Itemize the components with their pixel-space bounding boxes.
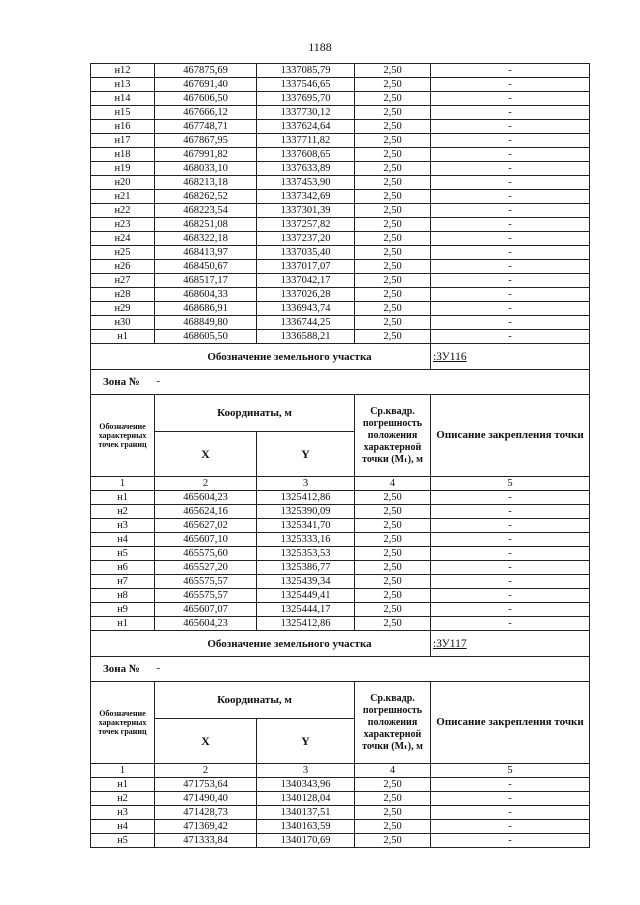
x-coord-cell: 465607,10 bbox=[155, 533, 257, 547]
error-cell: 2,50 bbox=[355, 561, 431, 575]
table-row bbox=[91, 64, 590, 78]
point-id-cell: н1 bbox=[91, 491, 155, 505]
error-cell: 2,50 bbox=[355, 820, 431, 834]
desc-cell: - bbox=[431, 589, 590, 603]
desc-cell: - bbox=[431, 603, 590, 617]
table-row bbox=[91, 148, 590, 162]
desc-cell: - bbox=[431, 274, 590, 288]
error-cell: 2,50 bbox=[355, 288, 431, 302]
desc-cell: - bbox=[431, 316, 590, 330]
point-id-cell: н7 bbox=[91, 575, 155, 589]
table-row bbox=[91, 176, 590, 190]
table-row bbox=[91, 617, 590, 631]
error-cell: 2,50 bbox=[355, 64, 431, 78]
x-coord-cell: 468213,18 bbox=[155, 176, 257, 190]
y-coord-cell: 1337546,65 bbox=[257, 78, 355, 92]
y-coord-cell: 1337342,69 bbox=[257, 190, 355, 204]
y-coord-cell: 1340137,51 bbox=[257, 806, 355, 820]
error-header: Ср.квадр. погрешность положения характерной точки (Mₜ), м bbox=[355, 395, 431, 477]
y-coord-cell: 1337017,07 bbox=[257, 260, 355, 274]
table-row bbox=[91, 519, 590, 533]
table-row bbox=[91, 274, 590, 288]
plot1-section bbox=[91, 344, 590, 491]
error-cell: 2,50 bbox=[355, 204, 431, 218]
desc-cell: - bbox=[431, 148, 590, 162]
y-coord-cell: 1336588,21 bbox=[257, 330, 355, 344]
desc-cell: - bbox=[431, 78, 590, 92]
table-row bbox=[91, 491, 590, 505]
table-row bbox=[91, 806, 590, 820]
y-coord-cell: 1325390,09 bbox=[257, 505, 355, 519]
point-id-cell: н4 bbox=[91, 820, 155, 834]
desc-cell: - bbox=[431, 232, 590, 246]
page-number: 1188 bbox=[308, 40, 332, 54]
y-coord-cell: 1325353,53 bbox=[257, 547, 355, 561]
coords-header: Координаты, м bbox=[155, 682, 355, 719]
y-coord-cell: 1336744,25 bbox=[257, 316, 355, 330]
table-row bbox=[91, 260, 590, 274]
point-id-cell: н14 bbox=[91, 92, 155, 106]
error-cell: 2,50 bbox=[355, 274, 431, 288]
col-num: 1 bbox=[91, 477, 155, 491]
point-id-cell: н29 bbox=[91, 302, 155, 316]
point-id-cell: н3 bbox=[91, 806, 155, 820]
table-row bbox=[91, 561, 590, 575]
y-coord-cell: 1337711,82 bbox=[257, 134, 355, 148]
table-row bbox=[91, 820, 590, 834]
point-id-cell: н8 bbox=[91, 589, 155, 603]
x-coord-cell: 467666,12 bbox=[155, 106, 257, 120]
col-num: 4 bbox=[355, 477, 431, 491]
table-row bbox=[91, 106, 590, 120]
point-id-cell: н17 bbox=[91, 134, 155, 148]
error-cell: 2,50 bbox=[355, 533, 431, 547]
coords-header: Координаты, м bbox=[155, 395, 355, 432]
desc-cell: - bbox=[431, 302, 590, 316]
y-coord-cell: 1340343,96 bbox=[257, 778, 355, 792]
col-num: 2 bbox=[155, 764, 257, 778]
col-num: 3 bbox=[257, 764, 355, 778]
y-coord-cell: 1336943,74 bbox=[257, 302, 355, 316]
coordinates-table bbox=[90, 63, 590, 848]
y-coord-cell: 1337042,17 bbox=[257, 274, 355, 288]
plot2-rows bbox=[91, 778, 590, 848]
y-coord-cell: 1337301,39 bbox=[257, 204, 355, 218]
y-coord-cell: 1340170,69 bbox=[257, 834, 355, 848]
desc-cell: - bbox=[431, 288, 590, 302]
point-id-cell: н1 bbox=[91, 330, 155, 344]
error-cell: 2,50 bbox=[355, 778, 431, 792]
error-cell: 2,50 bbox=[355, 519, 431, 533]
error-cell: 2,50 bbox=[355, 260, 431, 274]
y-coord-cell: 1340128,04 bbox=[257, 792, 355, 806]
error-cell: 2,50 bbox=[355, 176, 431, 190]
point-id-cell: н5 bbox=[91, 834, 155, 848]
point-id-cell: н15 bbox=[91, 106, 155, 120]
table-row bbox=[91, 533, 590, 547]
col-num: 4 bbox=[355, 764, 431, 778]
col-num: 5 bbox=[431, 764, 590, 778]
desc-cell: - bbox=[431, 120, 590, 134]
desc-cell: - bbox=[431, 176, 590, 190]
zone-value: - bbox=[155, 370, 590, 395]
error-cell: 2,50 bbox=[355, 78, 431, 92]
table-row bbox=[91, 505, 590, 519]
table-row bbox=[91, 316, 590, 330]
y-coord-cell: 1337085,79 bbox=[257, 64, 355, 78]
y-coord-cell: 1337633,89 bbox=[257, 162, 355, 176]
plot-label: Обозначение земельного участка bbox=[91, 631, 431, 657]
desc-cell: - bbox=[431, 162, 590, 176]
point-id-cell: н22 bbox=[91, 204, 155, 218]
point-id-cell: н1 bbox=[91, 617, 155, 631]
y-coord-cell: 1337026,28 bbox=[257, 288, 355, 302]
x-coord-cell: 468223,54 bbox=[155, 204, 257, 218]
table-row bbox=[91, 834, 590, 848]
desc-header: Описание закрепления точки bbox=[431, 395, 590, 477]
point-id-cell: н13 bbox=[91, 78, 155, 92]
x-coord-cell: 465575,57 bbox=[155, 575, 257, 589]
desc-cell: - bbox=[431, 92, 590, 106]
point-id-cell: н23 bbox=[91, 218, 155, 232]
table-row bbox=[91, 288, 590, 302]
col-num: 2 bbox=[155, 477, 257, 491]
point-id-cell: н16 bbox=[91, 120, 155, 134]
desc-cell: - bbox=[431, 246, 590, 260]
table-row bbox=[91, 218, 590, 232]
x-coord-cell: 471428,73 bbox=[155, 806, 257, 820]
col-num: 5 bbox=[431, 477, 590, 491]
point-id-cell: н19 bbox=[91, 162, 155, 176]
x-coord-cell: 465527,20 bbox=[155, 561, 257, 575]
error-cell: 2,50 bbox=[355, 162, 431, 176]
table-row bbox=[91, 134, 590, 148]
point-id-cell: н4 bbox=[91, 533, 155, 547]
error-cell: 2,50 bbox=[355, 505, 431, 519]
plot-label: Обозначение земельного участка bbox=[91, 344, 431, 370]
desc-cell: - bbox=[431, 617, 590, 631]
error-cell: 2,50 bbox=[355, 834, 431, 848]
table-row bbox=[91, 575, 590, 589]
x-coord-cell: 468033,10 bbox=[155, 162, 257, 176]
desc-cell: - bbox=[431, 792, 590, 806]
desc-cell: - bbox=[431, 218, 590, 232]
col-num: 3 bbox=[257, 477, 355, 491]
x-coord-cell: 467691,40 bbox=[155, 78, 257, 92]
desc-cell: - bbox=[431, 575, 590, 589]
point-id-cell: н20 bbox=[91, 176, 155, 190]
x-coord-cell: 465575,60 bbox=[155, 547, 257, 561]
y-coord-cell: 1325333,16 bbox=[257, 533, 355, 547]
table-row bbox=[91, 78, 590, 92]
table-row bbox=[91, 603, 590, 617]
x-coord-cell: 468251,08 bbox=[155, 218, 257, 232]
desc-cell: - bbox=[431, 260, 590, 274]
x-coord-cell: 471369,42 bbox=[155, 820, 257, 834]
table-row bbox=[91, 120, 590, 134]
table-row bbox=[91, 204, 590, 218]
error-cell: 2,50 bbox=[355, 190, 431, 204]
x-coord-cell: 471333,84 bbox=[155, 834, 257, 848]
desc-cell: - bbox=[431, 778, 590, 792]
y-coord-cell: 1325412,86 bbox=[257, 491, 355, 505]
x-header: X bbox=[155, 432, 257, 477]
error-cell: 2,50 bbox=[355, 792, 431, 806]
plot-id: :ЗУ116 bbox=[431, 344, 590, 370]
point-id-cell: н5 bbox=[91, 547, 155, 561]
x-coord-cell: 468262,52 bbox=[155, 190, 257, 204]
x-coord-cell: 465604,23 bbox=[155, 617, 257, 631]
desc-cell: - bbox=[431, 820, 590, 834]
y-coord-cell: 1325341,70 bbox=[257, 519, 355, 533]
table-row bbox=[91, 232, 590, 246]
y-header: Y bbox=[257, 432, 355, 477]
error-cell: 2,50 bbox=[355, 92, 431, 106]
desc-cell: - bbox=[431, 190, 590, 204]
x-coord-cell: 471490,40 bbox=[155, 792, 257, 806]
x-coord-cell: 468450,67 bbox=[155, 260, 257, 274]
desc-cell: - bbox=[431, 505, 590, 519]
table-row bbox=[91, 778, 590, 792]
error-cell: 2,50 bbox=[355, 218, 431, 232]
error-cell: 2,50 bbox=[355, 316, 431, 330]
y-coord-cell: 1325449,41 bbox=[257, 589, 355, 603]
y-coord-cell: 1337453,90 bbox=[257, 176, 355, 190]
error-cell: 2,50 bbox=[355, 232, 431, 246]
point-id-cell: н24 bbox=[91, 232, 155, 246]
y-coord-cell: 1337608,65 bbox=[257, 148, 355, 162]
error-cell: 2,50 bbox=[355, 491, 431, 505]
error-cell: 2,50 bbox=[355, 106, 431, 120]
y-coord-cell: 1337257,82 bbox=[257, 218, 355, 232]
error-cell: 2,50 bbox=[355, 603, 431, 617]
desc-cell: - bbox=[431, 134, 590, 148]
x-coord-cell: 467991,82 bbox=[155, 148, 257, 162]
table-row bbox=[91, 92, 590, 106]
error-cell: 2,50 bbox=[355, 806, 431, 820]
y-header: Y bbox=[257, 719, 355, 764]
plot2-section bbox=[91, 631, 590, 778]
point-id-cell: н6 bbox=[91, 561, 155, 575]
y-coord-cell: 1337035,40 bbox=[257, 246, 355, 260]
point-id-cell: н27 bbox=[91, 274, 155, 288]
point-id-cell: н25 bbox=[91, 246, 155, 260]
error-cell: 2,50 bbox=[355, 120, 431, 134]
x-coord-cell: 468322,18 bbox=[155, 232, 257, 246]
table-row bbox=[91, 792, 590, 806]
x-coord-cell: 468849,80 bbox=[155, 316, 257, 330]
error-cell: 2,50 bbox=[355, 246, 431, 260]
point-id-cell: н1 bbox=[91, 778, 155, 792]
x-coord-cell: 467606,50 bbox=[155, 92, 257, 106]
table-row bbox=[91, 162, 590, 176]
desc-cell: - bbox=[431, 519, 590, 533]
desc-cell: - bbox=[431, 533, 590, 547]
error-cell: 2,50 bbox=[355, 575, 431, 589]
zone-label: Зона № bbox=[91, 657, 155, 682]
table-row bbox=[91, 330, 590, 344]
desc-header: Описание закрепления точки bbox=[431, 682, 590, 764]
table-row bbox=[91, 190, 590, 204]
y-coord-cell: 1325439,34 bbox=[257, 575, 355, 589]
error-cell: 2,50 bbox=[355, 134, 431, 148]
point-id-cell: н18 bbox=[91, 148, 155, 162]
error-cell: 2,50 bbox=[355, 302, 431, 316]
col-num: 1 bbox=[91, 764, 155, 778]
error-cell: 2,50 bbox=[355, 589, 431, 603]
point-id-cell: н30 bbox=[91, 316, 155, 330]
point-id-cell: н28 bbox=[91, 288, 155, 302]
desc-cell: - bbox=[431, 491, 590, 505]
x-coord-cell: 467875,69 bbox=[155, 64, 257, 78]
error-header: Ср.квадр. погрешность положения характерной точки (Mₜ), м bbox=[355, 682, 431, 764]
point-id-cell: н9 bbox=[91, 603, 155, 617]
y-coord-cell: 1325444,17 bbox=[257, 603, 355, 617]
table-row bbox=[91, 547, 590, 561]
y-coord-cell: 1337624,64 bbox=[257, 120, 355, 134]
table-row bbox=[91, 589, 590, 603]
desc-cell: - bbox=[431, 561, 590, 575]
desc-cell: - bbox=[431, 806, 590, 820]
table-row bbox=[91, 302, 590, 316]
point-id-cell: н21 bbox=[91, 190, 155, 204]
x-coord-cell: 465575,57 bbox=[155, 589, 257, 603]
desc-cell: - bbox=[431, 547, 590, 561]
point-col-header: Обозначение характерных точек границ bbox=[91, 682, 155, 764]
x-coord-cell: 468605,50 bbox=[155, 330, 257, 344]
zone-label: Зона № bbox=[91, 370, 155, 395]
top-rows bbox=[91, 64, 590, 344]
error-cell: 2,50 bbox=[355, 330, 431, 344]
error-cell: 2,50 bbox=[355, 617, 431, 631]
point-id-cell: н3 bbox=[91, 519, 155, 533]
x-coord-cell: 471753,64 bbox=[155, 778, 257, 792]
point-id-cell: н26 bbox=[91, 260, 155, 274]
error-cell: 2,50 bbox=[355, 148, 431, 162]
x-header: X bbox=[155, 719, 257, 764]
desc-cell: - bbox=[431, 204, 590, 218]
y-coord-cell: 1337695,70 bbox=[257, 92, 355, 106]
point-id-cell: н12 bbox=[91, 64, 155, 78]
desc-cell: - bbox=[431, 106, 590, 120]
point-id-cell: н2 bbox=[91, 505, 155, 519]
point-id-cell: н2 bbox=[91, 792, 155, 806]
desc-cell: - bbox=[431, 834, 590, 848]
x-coord-cell: 468517,17 bbox=[155, 274, 257, 288]
desc-cell: - bbox=[431, 330, 590, 344]
y-coord-cell: 1337237,20 bbox=[257, 232, 355, 246]
x-coord-cell: 467748,71 bbox=[155, 120, 257, 134]
error-cell: 2,50 bbox=[355, 547, 431, 561]
x-coord-cell: 465607,07 bbox=[155, 603, 257, 617]
x-coord-cell: 465627,02 bbox=[155, 519, 257, 533]
x-coord-cell: 468413,97 bbox=[155, 246, 257, 260]
y-coord-cell: 1325412,86 bbox=[257, 617, 355, 631]
y-coord-cell: 1325386,77 bbox=[257, 561, 355, 575]
desc-cell: - bbox=[431, 64, 590, 78]
y-coord-cell: 1340163,59 bbox=[257, 820, 355, 834]
x-coord-cell: 468686,91 bbox=[155, 302, 257, 316]
x-coord-cell: 468604,33 bbox=[155, 288, 257, 302]
y-coord-cell: 1337730,12 bbox=[257, 106, 355, 120]
zone-value: - bbox=[155, 657, 590, 682]
x-coord-cell: 467867,95 bbox=[155, 134, 257, 148]
table-row bbox=[91, 246, 590, 260]
x-coord-cell: 465624,16 bbox=[155, 505, 257, 519]
point-col-header: Обозначение характерных точек границ bbox=[91, 395, 155, 477]
plot-id: :ЗУ117 bbox=[431, 631, 590, 657]
x-coord-cell: 465604,23 bbox=[155, 491, 257, 505]
plot1-rows bbox=[91, 491, 590, 631]
